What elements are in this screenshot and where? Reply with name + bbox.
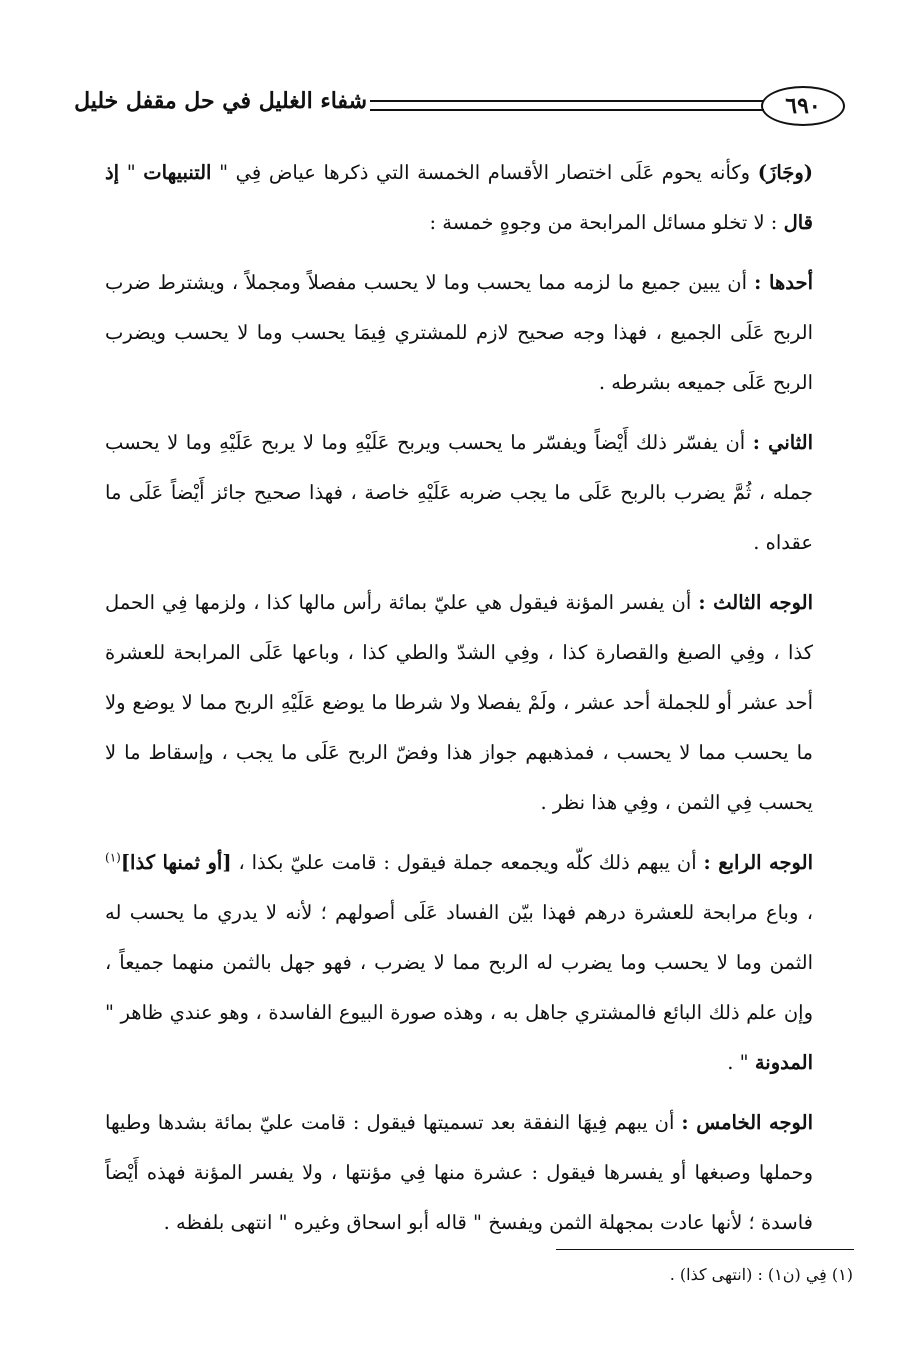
running-header (74, 86, 845, 130)
paragraph-intro (105, 148, 813, 248)
paragraph-text: أن يفسّر ذلك أَيْضاً ويفسّر ما يحسب ويربح عَلَيْهِ وما لا يربح عَلَيْهِ وما لا يحسب جمله ، ثُمَّ يضرب بالربح عَلَى ما يجب ضربه عَلَيْهِ خاصة ، فهذا صحيح جائز أَيْضاً عَلَى ما عقداه . (105, 431, 813, 554)
paragraph-first (105, 258, 813, 408)
paragraph-text: ، وباع مرابحة للعشرة درهم فهذا بيّن الفساد عَلَى أصولهم ؛ لأنه لا يدري ما يحسب له الثمن وما لا يحسب وما يضرب له الربح مما لا يضرب ، فهو جهل بالثمن منهما جميعاً ، وإن علم ذلك البائع فالمشتري جاهل به ، وهذه صورة البيوع الفاسدة ، وهو عندي ظاهر " (105, 901, 813, 1024)
footnote-reference: (١) (105, 850, 121, 865)
header-double-rule (370, 100, 764, 111)
footnote-separator (556, 1249, 854, 1250)
paragraph-fifth (105, 1098, 813, 1248)
page-number (761, 86, 845, 126)
page-number-text: ٦٩٠ (785, 93, 821, 119)
paragraph-text: أن يفسر المؤنة فيقول هي عليّ بمائة رأس مالها كذا ، ولزمها فِي الحمل كذا ، وفِي الصبغ والقصارة كذا ، وفِي الشدّ والطي كذا ، وباعها عَلَى المرابحة للعشرة أحد عشر أو للجملة أحد عشر ، ولَمْ يفصلا ولا شرطا ما يوضع عَلَيْهِ الربح مما لا يوضع ولا ما يحسب مما لا يحسب ، فمذهبهم جواز هذا وفضّ الربح عَلَى ما يجب ، وإسقاط ما لا يحسب فِي الثمن ، وفِي هذا نظر . (105, 591, 813, 814)
footnote: (١) فِي (ن١) : (انتهى كذا) . (669, 1265, 853, 1284)
paragraph-text: أن يبهم فِيهَا النفقة بعد تسميتها فيقول : قامت عليّ بمائة بشدها وطيها وحملها وصبغها أو يفسرها فيقول : عشرة منها فِي مؤنتها ، ولا يفسر المؤنة فهذه أَيْضاً فاسدة ؛ لأنها عادت بمجهلة الثمن ويفسخ " قاله أبو اسحاق وغيره " انتهى بلفظه . (105, 1111, 813, 1234)
paragraph-lead: أحدها : (754, 271, 813, 294)
quoted-title: المدونة (754, 1051, 813, 1074)
paragraph-text: وكأنه يحوم عَلَى اختصار الأقسام الخمسة التي ذكرها عياض فِي " (211, 161, 758, 184)
paragraph-lead: الثاني : (752, 431, 813, 454)
bracketed-insertion: [أو ثمنها كذا] (120, 851, 232, 874)
quote-close: " (119, 161, 144, 184)
paragraph-text: أن يبين جميع ما لزمه مما يحسب وما لا يحسب مفصلاً ومجملاً ، ويشترط ضرب الربح عَلَى الجميع ، فهذا وجه صحيح لازم للمشتري فِيمَا يحسب وما لا يحسب ويضرب الربح عَلَى جميعه بشرطه . (105, 271, 813, 394)
paragraph-text: : لا تخلو مسائل المرابحة من وجوهٍ خمسة : (429, 211, 784, 234)
running-title: شفاء الغليل في حل مقفل خليل (74, 88, 367, 114)
paragraph-fourth (105, 838, 813, 1088)
paragraph-lead: (وجَازَ) (757, 161, 813, 184)
paragraph-text: أن يبهم ذلك كلّه ويجمعه جملة فيقول : قامت عليّ بكذا ، (231, 851, 704, 874)
quote-close: " . (727, 1051, 755, 1074)
paragraph-third (105, 578, 813, 828)
paragraph-lead: الوجه الثالث : (698, 591, 813, 614)
paragraph-lead: الوجه الرابع : (703, 851, 813, 874)
paragraph-second (105, 418, 813, 568)
quoted-title: التنبيهات (143, 161, 212, 184)
paragraph-lead: إذ قال (105, 161, 813, 234)
main-text (105, 148, 813, 1248)
paragraph-lead: الوجه الخامس : (681, 1111, 813, 1134)
